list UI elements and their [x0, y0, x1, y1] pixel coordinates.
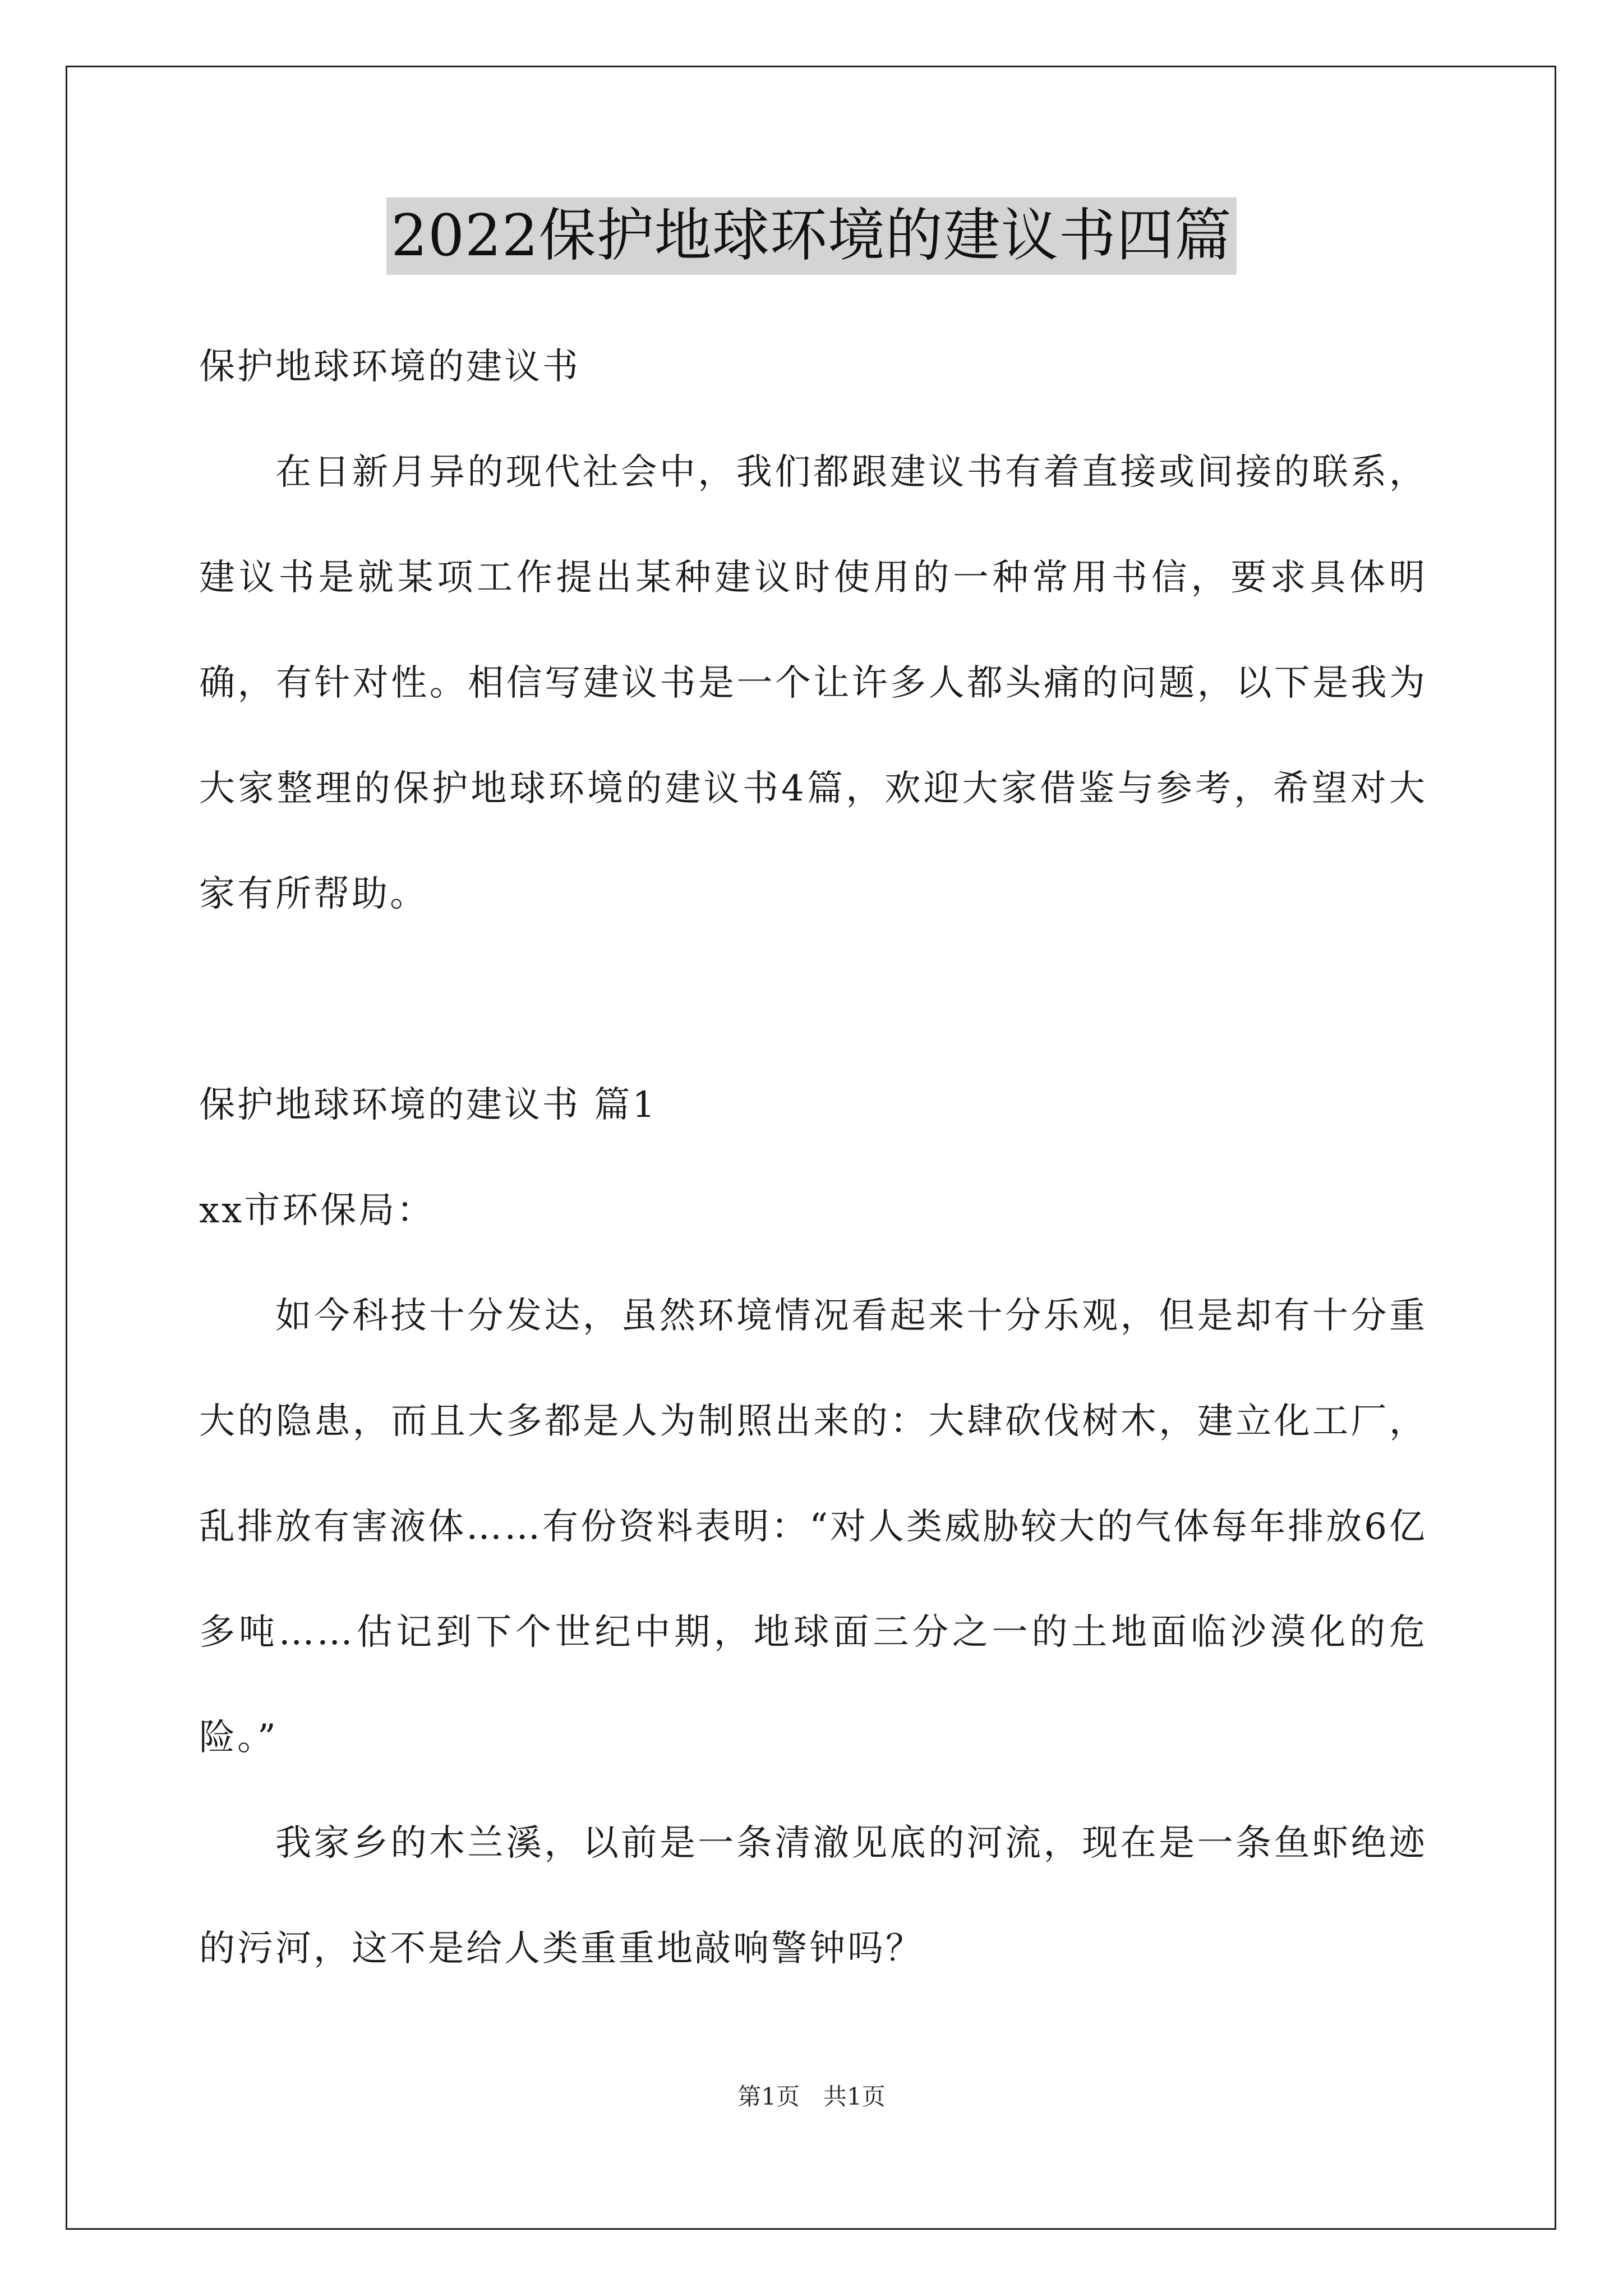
page-footer: 第1页 共1页	[737, 2083, 886, 2110]
body-paragraph-2: 我家乡的木兰溪，以前是一条清澈见底的河流，现在是一条鱼虾绝迹的污河，这不是给人类重重地敲响警钟吗？	[199, 1823, 1427, 1970]
intro-paragraph: 在日新月异的现代社会中，我们都跟建议书有着直接或间接的联系，建议书是就某项工作提出某种建议时使用的一种常用书信，要求具体明确，有针对性。相信写建议书是一个让许多人都头痛的问题，以下是我为大家整理的保护地球环境的建议书4篇，欢迎大家借鉴与参考，希望对大家有所帮助。	[199, 452, 1427, 915]
spacer	[199, 947, 1427, 1052]
document-body	[199, 314, 1427, 2001]
subtitle: 保护地球环境的建议书	[199, 346, 580, 388]
document-title: 2022保护地球环境的建议书四篇	[386, 197, 1237, 275]
body-paragraph-1: 如今科技十分发达，虽然环境情况看起来十分乐观，但是却有十分重大的隐患，而且大多都是人为制照出来的：大肆砍伐树木，建立化工厂，乱排放有害液体……有份资料表明：“对人类威胁较大的气体每年排放6亿多吨……估记到下个世纪中期，地球面三分之一的土地面临沙漠化的危险。”	[199, 1295, 1427, 1759]
section-heading: 保护地球环境的建议书 篇1	[199, 1084, 658, 1126]
salutation: xx市环保局：	[199, 1190, 435, 1231]
title-container	[0, 197, 1623, 275]
